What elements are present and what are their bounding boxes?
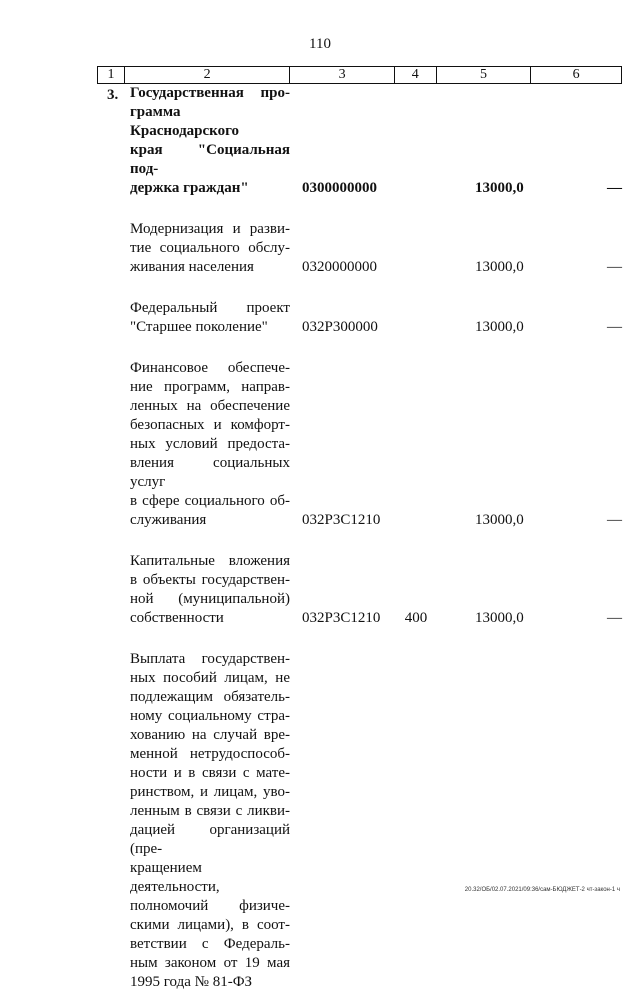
row-name-line: тие социального обслу- xyxy=(130,240,290,256)
row-name-line: Финансовое обеспече- xyxy=(130,360,290,376)
row-name-line: Капитальные вложения xyxy=(130,553,290,569)
row-spacer xyxy=(97,337,622,359)
row-name xyxy=(124,220,290,277)
row-name-line: ности и в связи с мате- xyxy=(130,765,290,781)
row-name-line: безопасных и комфорт- xyxy=(130,417,290,433)
row-spacer xyxy=(97,628,622,650)
row-name xyxy=(124,552,290,628)
row-name-line: "Старшее поколение" xyxy=(130,319,268,335)
row-number xyxy=(97,650,124,652)
row-name-line: кращением деятельности, xyxy=(130,860,220,895)
row-name xyxy=(124,84,290,198)
table-row xyxy=(97,84,622,198)
row-dash: — xyxy=(607,610,622,626)
header-col-3: 3 xyxy=(290,67,395,83)
row-name-line: подлежащим обязатель- xyxy=(130,689,290,705)
row-code: 0320000000 xyxy=(302,259,377,275)
table-row xyxy=(97,552,622,628)
row-name-line: 1995 года № 81-ФЗ xyxy=(130,974,253,990)
document-footer-code: 20.32/ОБ/02.07.2021/09:36/сам-БЮДЖЕТ-2 чт-закон-1 ч xyxy=(464,887,620,893)
row-dash: — xyxy=(607,512,622,528)
row-sum: 13000,0 xyxy=(475,512,524,528)
table-row xyxy=(97,220,622,277)
row-group: 400 xyxy=(404,610,428,626)
row-name-line: Модернизация и разви- xyxy=(130,221,290,237)
row-number: 3. xyxy=(107,87,119,103)
row-name-line: полномочий физиче- xyxy=(130,898,290,914)
row-name-line: собственности xyxy=(130,610,224,626)
row-code: 032P3C1210 xyxy=(302,610,381,626)
row-name-line: ринством, и лицам, уво- xyxy=(130,784,290,800)
row-number xyxy=(97,220,124,222)
row-number xyxy=(97,359,124,361)
table-header xyxy=(97,66,622,84)
row-name-line: Выплата государствен- xyxy=(130,651,290,667)
row-name-line: ных пособий лицам, не xyxy=(130,670,290,686)
row-name-line: Федеральный проект xyxy=(130,300,290,316)
row-spacer xyxy=(97,277,622,299)
row-number xyxy=(97,299,124,301)
row-name-line: хованию на случай вре- xyxy=(130,727,290,743)
row-name-line: ной (муниципальной) xyxy=(130,591,290,607)
row-spacer xyxy=(97,198,622,220)
row-sum: 13000,0 xyxy=(475,259,524,275)
header-col-1: 1 xyxy=(98,67,125,83)
table-row xyxy=(97,650,622,992)
header-col-4: 4 xyxy=(395,67,437,83)
row-sum: 13000,0 xyxy=(475,180,524,196)
row-name-line: живания населения xyxy=(130,259,254,275)
row-name xyxy=(124,359,290,530)
row-dash: — xyxy=(607,180,622,196)
row-name-line: в объекты государствен- xyxy=(130,572,290,588)
row-number xyxy=(97,552,124,554)
row-name-line: держка граждан" xyxy=(130,180,249,196)
row-dash: — xyxy=(607,259,622,275)
row-name-line: ветствии с Федераль- xyxy=(130,936,290,952)
row-code: 032P300000 xyxy=(302,319,378,335)
row-name-line: края "Социальная под- xyxy=(130,142,290,177)
header-col-6: 6 xyxy=(572,67,580,82)
row-name-line: скими лицами), в соот- xyxy=(130,917,290,933)
row-name-line: Государственная про- xyxy=(130,85,290,101)
row-dash: — xyxy=(607,319,622,335)
row-name-line: ным законом от 19 мая xyxy=(130,955,290,971)
table-body xyxy=(97,84,622,992)
row-name-line: в сфере социального об- xyxy=(130,493,290,509)
row-name-line: ние программ, направ- xyxy=(130,379,290,395)
row-name xyxy=(124,299,290,337)
row-spacer xyxy=(97,530,622,552)
row-sum: 13000,0 xyxy=(475,319,524,335)
header-col-2: 2 xyxy=(125,67,290,83)
row-name-line: грамма Краснодарского xyxy=(130,104,240,139)
header-col-5: 5 xyxy=(437,67,532,83)
row-name-line: менной нетрудоспособ- xyxy=(130,746,290,762)
row-name xyxy=(124,650,290,992)
row-name-line: ных условий предоста- xyxy=(130,436,290,452)
table-row xyxy=(97,299,622,337)
row-name-line: ленным в связи с ликви- xyxy=(130,803,290,819)
row-code: 032P3C1210 xyxy=(302,512,381,528)
row-name-line: вления социальных услуг xyxy=(130,455,290,490)
row-sum: 13000,0 xyxy=(475,610,524,626)
row-name-line: служивания xyxy=(130,512,207,528)
row-code: 0300000000 xyxy=(302,180,377,196)
row-name-line: дацией организаций (пре- xyxy=(130,822,290,857)
page-number: 110 xyxy=(309,36,331,52)
row-name-line: ленных на обеспечение xyxy=(130,398,290,414)
row-name-line: ному социальному стра- xyxy=(130,708,290,724)
table-row xyxy=(97,359,622,530)
